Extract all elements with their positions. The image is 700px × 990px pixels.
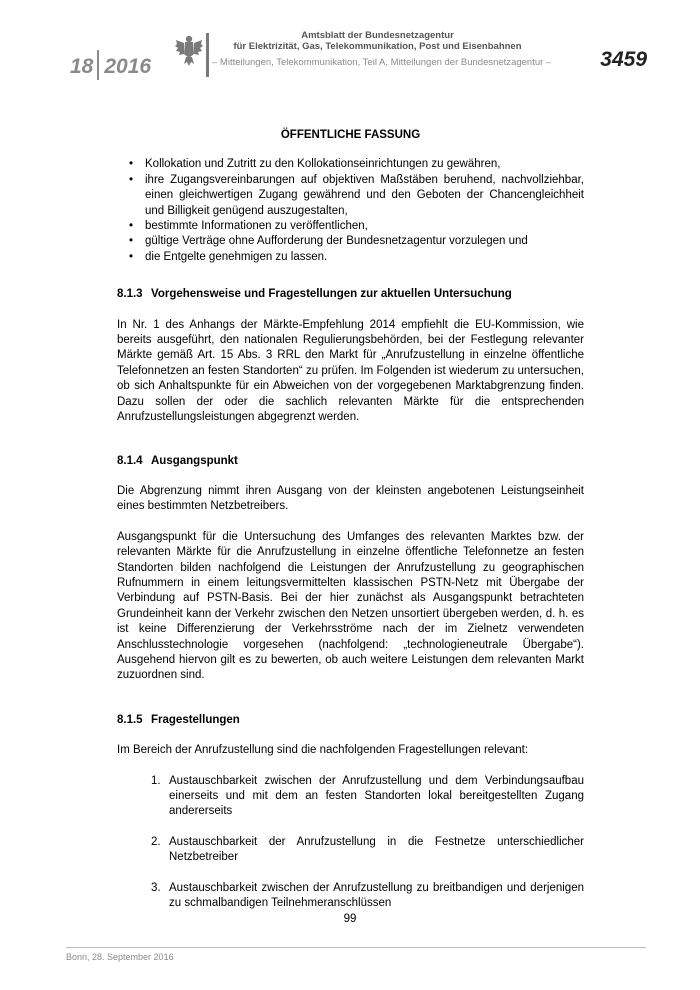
header-divider	[206, 33, 209, 77]
document-body	[117, 128, 584, 911]
bullet-icon: •	[129, 250, 134, 263]
bullet-icon: •	[129, 158, 134, 171]
paragraph-815-intro: Im Bereich der Anrufzustellung sind die nachfolgenden Fragestellungen relevant:	[117, 744, 529, 757]
list-item: • gültige Verträge ohne Aufforderung der Bundesnetzagentur vorzulegen und	[117, 234, 584, 249]
issue-number: 18	[70, 55, 94, 78]
obligation-list	[117, 157, 584, 265]
list-item: • ihre Zugangsvereinbarungen auf objektiven Maßstäben beruhend, nachvollziehbar, einen gleichwertigen Zugang gewährend und den Geboten der Chancengleichheit und Billigkeit genügend auszugestalten,	[129, 173, 584, 217]
document-page-number: 99	[343, 913, 357, 925]
bullet-icon: •	[129, 173, 134, 186]
federal-eagle-icon	[174, 34, 204, 68]
footer-divider	[66, 947, 646, 948]
publication-title-line2: für Elektrizität, Gas, Telekommunikation, Post und Eisenbahnen	[233, 41, 522, 52]
list-item: • die Entgelte genehmigen zu lassen.	[117, 250, 584, 265]
section-heading-815: 8.1.5 Fragestellungen	[117, 713, 240, 726]
issue-year: 2016	[104, 55, 152, 78]
paragraph-814-1: Die Abgrenzung nimmt ihren Ausgang von der kleinsten angebotenen Leistungseinheit eines bestimmten Netzbetreibers.	[117, 484, 584, 513]
section-heading-813: 8.1.3 Vorgehensweise und Fragestellungen zur aktuellen Untersuchung	[117, 288, 512, 301]
bullet-icon: •	[129, 220, 134, 233]
list-item: 2. Austauschbarkeit der Anrufzustellung in die Festnetze unterschiedlicher Netzbetreiber	[151, 835, 584, 864]
section-heading-814: 8.1.4 Ausgangspunkt	[117, 454, 238, 467]
paragraph-814-2: Ausgangspunkt für die Untersuchung des Umfanges des relevanten Marktes bzw. der relevanten Märkte für die Anrufzustellung in einzelne öffentliche Telefonnetze an festen Standorten bilden nachfolgend die Leistungen der Anrufzustellung zu geographischen Rufnummern in einem leitungsvermittelten klassischen PSTN-Netz mit Übergabe der Verbindung auf PSTN-Basis. Bei der hier zunächst als Ausgangspunkt betrachteten Grundeinheit kann der Verkehr zwischen den Netzen unsortiert übergeben werden, d. h. es ist keine Differenzierung der Verkehrsströme nach der im Zielnetz verwendeten Anschlusstechnologie vorgesehen (nachfolgend: „technologieneutrale Übergabe“). Ausgehend hiervon gilt es zu bewerten, ob auch weitere Leistungen dem relevanten Markt zuzuordnen sind.	[117, 530, 584, 682]
paragraph-813: In Nr. 1 des Anhangs der Märkte-Empfehlung 2014 empfiehlt die EU-Kommission, wie bereits ausgeführt, den nationalen Regulierungsbehörden, bei der Festlegung relevanter Märkte gemäß Art. 15 Abs. 3 RRL den Markt für „Anrufzustellung in einzelne öffentliche Telefonnetzen an festen Standorten“ zu prüfen. Im Folgenden ist wiederum zu untersuchen, ob sich Anhaltspunkte für ein Abweichen von der vorgegebenen Marktabgrenzung finden. Dazu sollen der oder die sachlich relevanten Märkte für die entsprechenden Anrufzustellungsleistungen abgegrenzt werden.	[117, 318, 584, 424]
bullet-icon: •	[129, 235, 134, 248]
list-item: • Kollokation und Zutritt zu den Kollokationseinrichtungen zu gewähren,	[117, 157, 584, 172]
publication-title	[215, 30, 540, 52]
issue-separator	[97, 50, 99, 80]
publication-title-line1: Amtsblatt der Bundesnetzagentur	[301, 30, 454, 41]
issue-label	[70, 50, 151, 80]
list-item: • bestimmte Informationen zu veröffentlichen,	[117, 219, 584, 234]
section-subtitle: – Mitteilungen, Telekommunikation, Teil A, Mitteilungen der Bundesnetzagentur –	[212, 57, 552, 68]
document-title: ÖFFENTLICHE FASSUNG	[280, 129, 421, 141]
list-item: 3. Austauschbarkeit zwischen der Anrufzustellung zu breitbandigen und derjenigen zu schmalbandigen Teilnehmeranschlüssen	[151, 881, 584, 910]
list-item: 1. Austauschbarkeit zwischen der Anrufzustellung und dem Verbindungsaufbau einerseits und mit dem an festen Standorten lokal bereitgestellten Zugang andererseits	[151, 774, 584, 818]
question-list	[117, 774, 584, 912]
footer-place-date: Bonn, 28. September 2016	[66, 952, 174, 962]
page-number: 3459	[600, 48, 647, 71]
